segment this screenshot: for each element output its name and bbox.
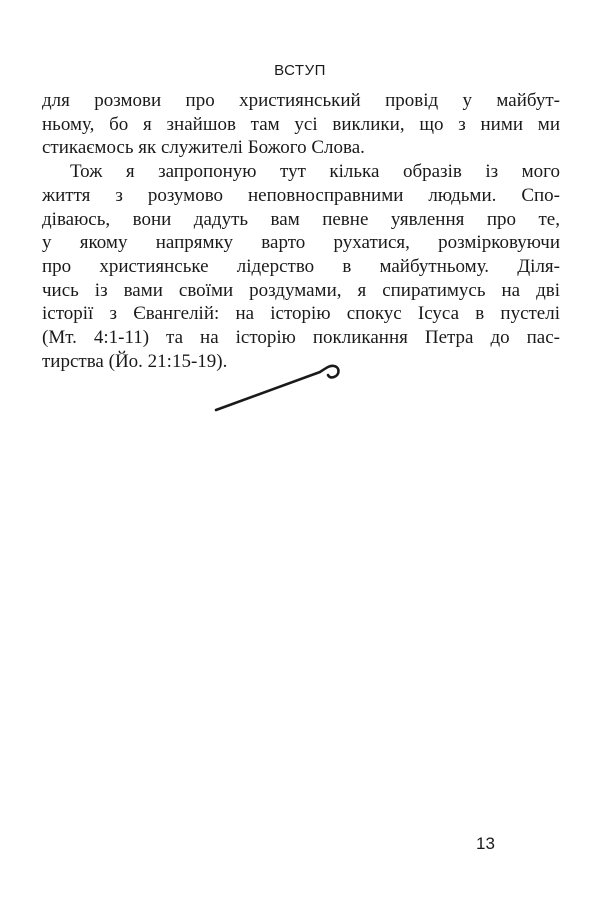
shepherd-crook-icon: [206, 358, 346, 418]
text-line: ньому, бо я знайшов там усі виклики, що з ними ми: [42, 113, 560, 135]
text-line: стикаємось як служителі Божого Слова.: [42, 137, 365, 159]
text-line: для розмови про християнський провід у майбут-: [42, 90, 560, 111]
text-line: чись із вами своїми роздумами, я спиратимусь на дві: [42, 279, 560, 301]
text-line: діваюсь, вони дадуть вам певне уявлення про те,: [42, 208, 560, 230]
text-line: (Мт. 4:1-11) та на історію покликання Петра до пас-: [42, 327, 560, 349]
text-line: про християнське лідерство в майбутньому. Діля-: [42, 255, 560, 277]
paragraph-2: [42, 160, 560, 373]
text-line: життя з розумово неповносправними людьми. Спо-: [42, 184, 560, 206]
paragraph-1: [42, 89, 560, 160]
text-line: історії з Євангелій: на історію спокус Ісуса в пустелі: [42, 303, 560, 325]
running-header: ВСТУП: [274, 62, 326, 79]
text-line: тирства (Йо. 21:15-19).: [42, 350, 228, 372]
text-line: Тож я запропоную тут кілька образів із мого: [70, 161, 560, 183]
body-text: [42, 89, 560, 373]
text-line: у якому напрямку варто рухатися, розмірковуючи: [42, 232, 560, 254]
page-number: 13: [476, 834, 495, 853]
